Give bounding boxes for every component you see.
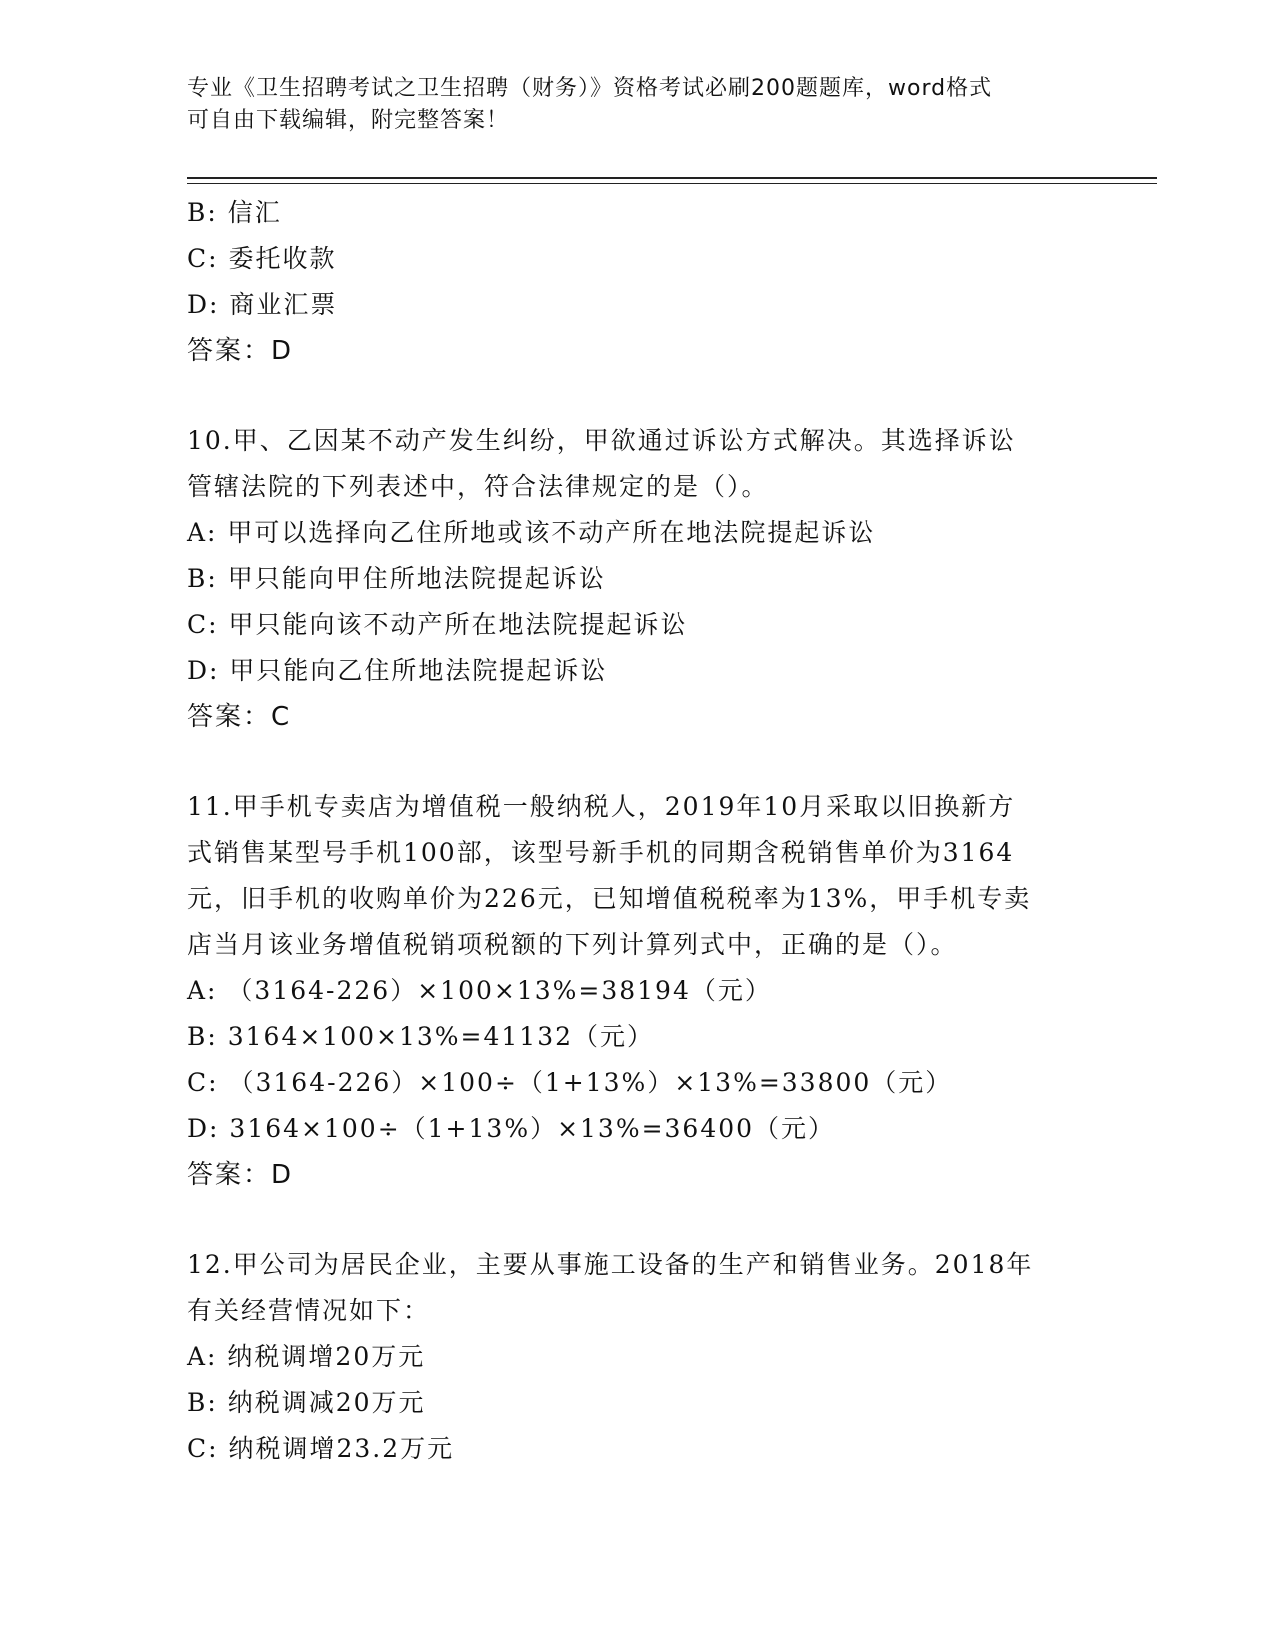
question-content (187, 190, 1087, 1472)
question-11-stem-line-4: 店当月该业务增值税销项税额的下列计算列式中，正确的是（）。 (187, 930, 958, 959)
question-11-option-d: D: 3164×100÷（1+13%）×13%=36400（元） (187, 1114, 836, 1143)
question-10-stem-line-2: 管辖法院的下列表述中，符合法律规定的是（）。 (187, 472, 769, 501)
question-9-option-d: D: 商业汇票 (187, 290, 338, 319)
question-12-stem-line-1: 12.甲公司为居民企业，主要从事施工设备的生产和销售业务。2018年 (187, 1250, 1034, 1279)
document-header (187, 73, 1087, 137)
question-11-stem-line-3: 元，旧手机的收购单价为226元，已知增值税税率为13%，甲手机专卖 (187, 884, 1032, 913)
question-10-answer: 答案：C (187, 702, 292, 732)
question-10-option-a: A: 甲可以选择向乙住所地或该不动产所在地法院提起诉讼 (187, 518, 876, 547)
question-10-option-c: C: 甲只能向该不动产所在地法院提起诉讼 (187, 610, 688, 639)
spacer (187, 1198, 1087, 1242)
question-11 (187, 784, 1087, 1198)
question-11-option-a: A: （3164-226）×100×13%=38194（元） (187, 976, 772, 1005)
question-10-option-b: B: 甲只能向甲住所地法院提起诉讼 (187, 564, 606, 593)
question-12-option-b: B: 纳税调减20万元 (187, 1388, 426, 1417)
question-11-option-b: B: 3164×100×13%=41132（元） (187, 1022, 655, 1051)
question-12 (187, 1242, 1087, 1472)
question-12-option-a: A: 纳税调增20万元 (187, 1342, 426, 1371)
question-11-answer: 答案：D (187, 1160, 294, 1190)
question-12-option-c: C: 纳税调增23.2万元 (187, 1434, 455, 1463)
spacer (187, 374, 1087, 418)
question-9-option-b: B: 信汇 (187, 198, 282, 227)
question-10-stem-line-1: 10.甲、乙因某不动产发生纠纷，甲欲通过诉讼方式解决。其选择诉讼 (187, 426, 1016, 455)
question-9-tail (187, 190, 1087, 374)
question-9-option-c: C: 委托收款 (187, 244, 337, 273)
question-10 (187, 418, 1087, 740)
question-9-answer: 答案：D (187, 336, 294, 366)
header-title-line-1: 专业《卫生招聘考试之卫生招聘（财务）》资格考试必刷200题题库，word格式 (187, 76, 993, 101)
spacer (187, 740, 1087, 784)
question-12-stem-line-2: 有关经营情况如下： (187, 1296, 431, 1325)
question-11-stem-line-1: 11.甲手机专卖店为增值税一般纳税人，2019年10月采取以旧换新方 (187, 792, 1016, 821)
header-divider (187, 177, 1157, 184)
header-title-line-2: 可自由下载编辑，附完整答案！ (187, 108, 510, 133)
question-10-option-d: D: 甲只能向乙住所地法院提起诉讼 (187, 656, 608, 685)
question-11-option-c: C: （3164-226）×100÷（1+13%）×13%=33800（元） (187, 1068, 953, 1097)
question-11-stem-line-2: 式销售某型号手机100部，该型号新手机的同期含税销售单价为3164 (187, 838, 1015, 867)
